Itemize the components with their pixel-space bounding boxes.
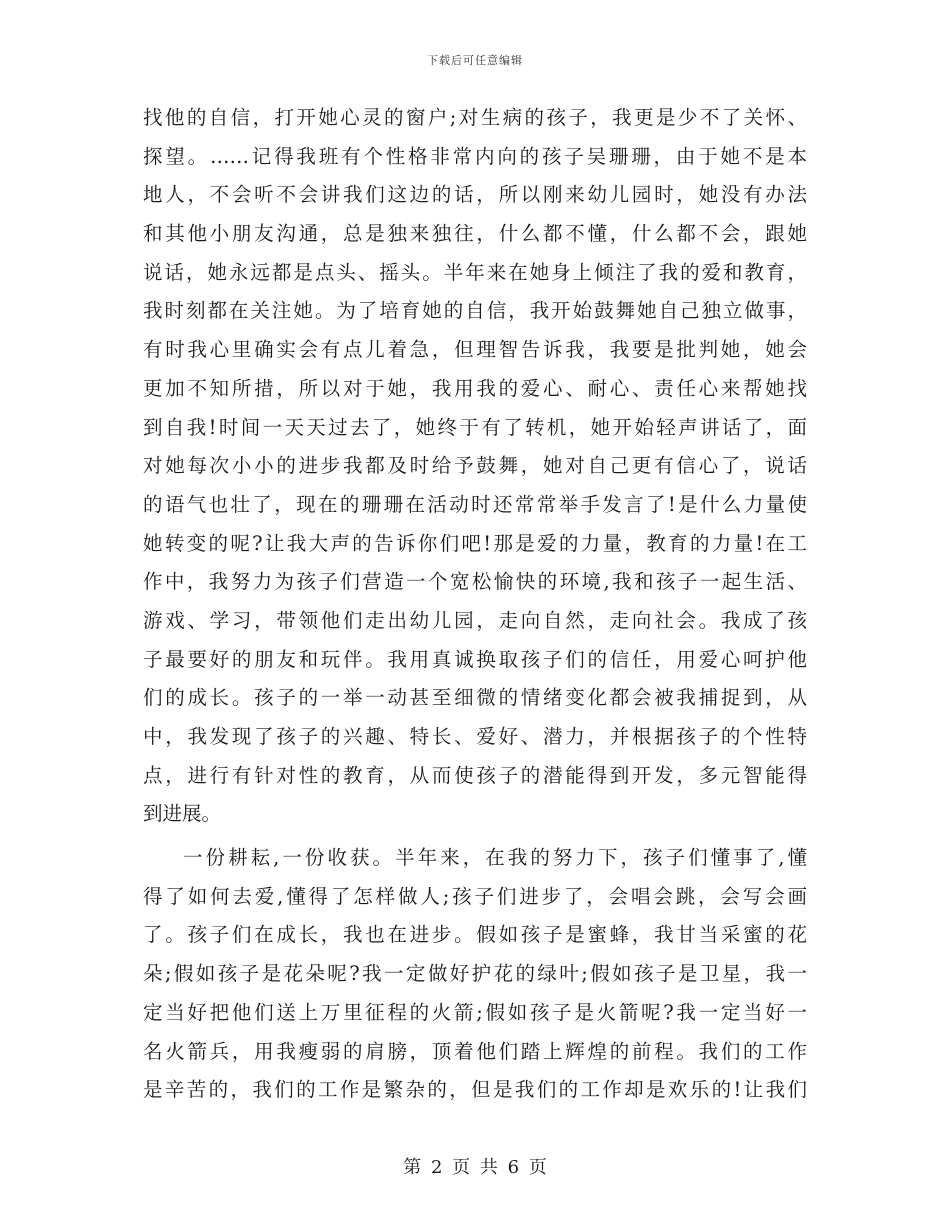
text-line: 子最要好的朋友和玩伴。我用真诚换取孩子们的信任，用爱心呵护他	[143, 647, 807, 671]
paragraph-1	[143, 99, 807, 834]
text-line: 有时我心里确实会有点儿着急，但理智告诉我，我要是批判她，她会	[143, 338, 807, 362]
text-line: 对她每次小小的进步我都及时给予鼓舞，她对自己更有信心了，说话	[143, 454, 807, 478]
paragraph-2	[143, 839, 807, 1110]
text-line: 到自我!时间一天天过去了，她终于有了转机，她开始轻声讲话了，面	[143, 415, 807, 439]
page-header: 下载后可任意编辑	[427, 54, 523, 67]
text-line: 的语气也壮了，现在的珊珊在活动时还常常举手发言了!是什么力量使	[143, 492, 807, 516]
text-line: 朵;假如孩子是花朵呢?我一定做好护花的绿叶;假如孩子是卫星，我一	[143, 962, 807, 986]
text-line: 了。孩子们在成长，我也在进步。假如孩子是蜜蜂，我甘当采蜜的花	[143, 923, 807, 947]
body-text	[143, 99, 807, 1110]
text-line: 定当好把他们送上万里征程的火箭;假如孩子是火箭呢?我一定当好一	[143, 1000, 807, 1024]
text-line: 地人，不会听不会讲我们这边的话，所以刚来幼儿园时，她没有办法	[143, 183, 807, 207]
text-line: 到进展。	[143, 802, 222, 826]
page-footer: 第 2 页 共 6 页	[403, 1157, 547, 1178]
text-line: 我时刻都在关注她。为了培育她的自信，我开始鼓舞她自己独立做事，	[143, 299, 807, 323]
text-line: 更加不知所措，所以对于她，我用我的爱心、耐心、责任心来帮她找	[143, 376, 807, 400]
text-line: 和其他小朋友沟通，总是独来独往，什么都不懂，什么都不会，跟她	[143, 222, 807, 246]
text-line: 得了如何去爱,懂得了怎样做人;孩子们进步了，会唱会跳，会写会画	[143, 884, 807, 908]
text-line: 中，我发现了孩子的兴趣、特长、爱好、潜力，并根据孩子的个性特	[143, 725, 807, 748]
text-line: 一份耕耘,一份收获。半年来，在我的努力下，孩子们懂事了,懂	[183, 846, 807, 870]
text-line: 游戏、学习，带领他们走出幼儿园，走向自然，走向社会。我成了孩	[143, 608, 807, 632]
text-line: 是辛苦的，我们的工作是繁杂的，但是我们的工作却是欢乐的!让我们	[143, 1078, 807, 1102]
text-line: 们的成长。孩子的一举一动甚至细微的情绪变化都会被我捕捉到，从	[143, 686, 807, 710]
text-line: 点，进行有针对性的教育，从而使孩子的潜能得到开发，多元智能得	[143, 763, 807, 787]
text-line: 她转变的呢?让我大声的告诉你们吧!那是爱的力量，教育的力量!在工	[143, 531, 807, 555]
text-line: 找他的自信，打开她心灵的窗户;对生病的孩子，我更是少不了关怀、	[143, 106, 807, 129]
text-line: 名火箭兵，用我瘦弱的肩膀，顶着他们踏上辉煌的前程。我们的工作	[143, 1039, 807, 1063]
text-line: 说话，她永远都是点头、摇头。半年来在她身上倾注了我的爱和教育，	[143, 260, 807, 284]
text-line: 探望。……记得我班有个性格非常内向的孩子吴珊珊，由于她不是本	[143, 144, 807, 168]
text-line: 作中，我努力为孩子们营造一个宽松愉快的环境,我和孩子一起生活、	[143, 570, 807, 594]
